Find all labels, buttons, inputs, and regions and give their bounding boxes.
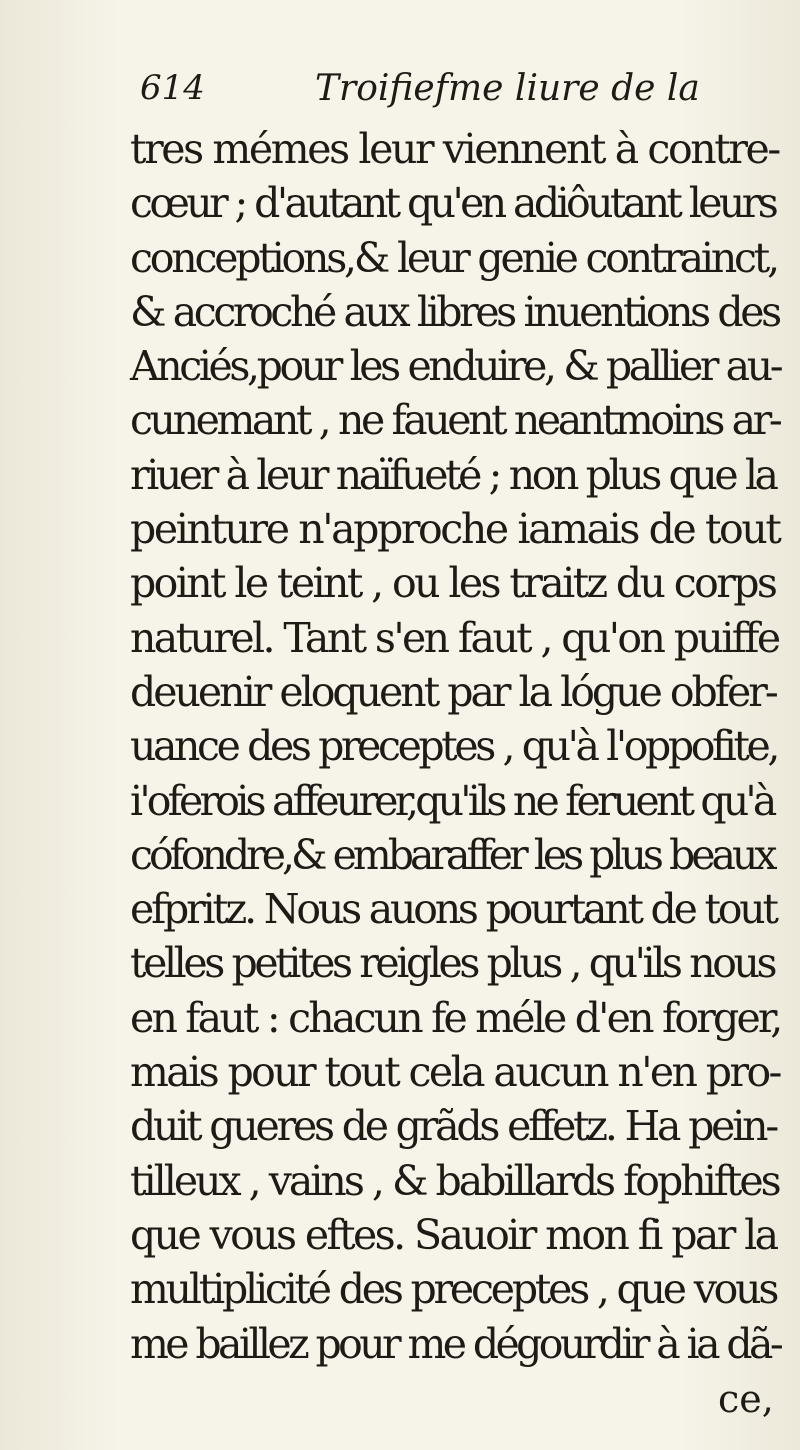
- page-header: [140, 68, 700, 124]
- text-line: Anciés,pour les enduire, & pallier au-: [130, 342, 781, 391]
- text-line: me baillez pour me dégourdir à ia dã-: [130, 1319, 781, 1368]
- text-line: tilleux , vains , & babillards fophiftes: [130, 1156, 779, 1205]
- catchword: ce,: [718, 1377, 774, 1421]
- text-line: efpritz. Nous auons pourtant de tout: [130, 885, 776, 934]
- text-line: telles petites reigles plus , qu'ils nous: [130, 939, 775, 988]
- page-number: 614: [140, 68, 205, 108]
- text-line: naturel. Tant s'en faut , qu'on puiffe: [130, 613, 779, 662]
- body-text: [130, 122, 781, 1371]
- text-line: i'oferois affeurer,qu'ils ne feruent qu'à: [130, 776, 774, 825]
- text-line: en faut : chacun fe méle d'en forger,: [130, 993, 781, 1042]
- text-line: tres mémes leur viennent à contre-: [130, 125, 779, 173]
- text-line: cófondre,& embaraffer les plus beaux: [130, 830, 774, 879]
- text-line: duit gueres de grãds effetz. Ha pein-: [130, 1102, 777, 1151]
- text-line: point le teint , ou les traitz du corps: [130, 559, 776, 608]
- text-line: deuenir eloquent par la lógue obfer-: [130, 667, 776, 716]
- text-line: & accroché aux libres inuentions des: [130, 287, 779, 336]
- running-head: Troifiefme liure de la: [315, 68, 700, 109]
- text-line: multiplicité des preceptes , que vous: [130, 1265, 777, 1314]
- text-line: cœur ; d'autant qu'en adiôutant leurs: [130, 179, 776, 228]
- text-line: uance des preceptes , qu'à l'oppofite,: [130, 722, 778, 771]
- text-line: peinture n'approche iamais de tout: [130, 505, 780, 554]
- text-line: cunemant , ne fauent neantmoins ar-: [130, 396, 780, 445]
- text-line: mais pour tout cela aucun n'en pro-: [130, 1048, 780, 1097]
- text-line: que vous eftes. Sauoir mon fi par la: [130, 1210, 777, 1259]
- text-line: conceptions,& leur genie contrainct,: [130, 233, 777, 282]
- text-line: riuer à leur naïfueté ; non plus que la: [130, 450, 776, 499]
